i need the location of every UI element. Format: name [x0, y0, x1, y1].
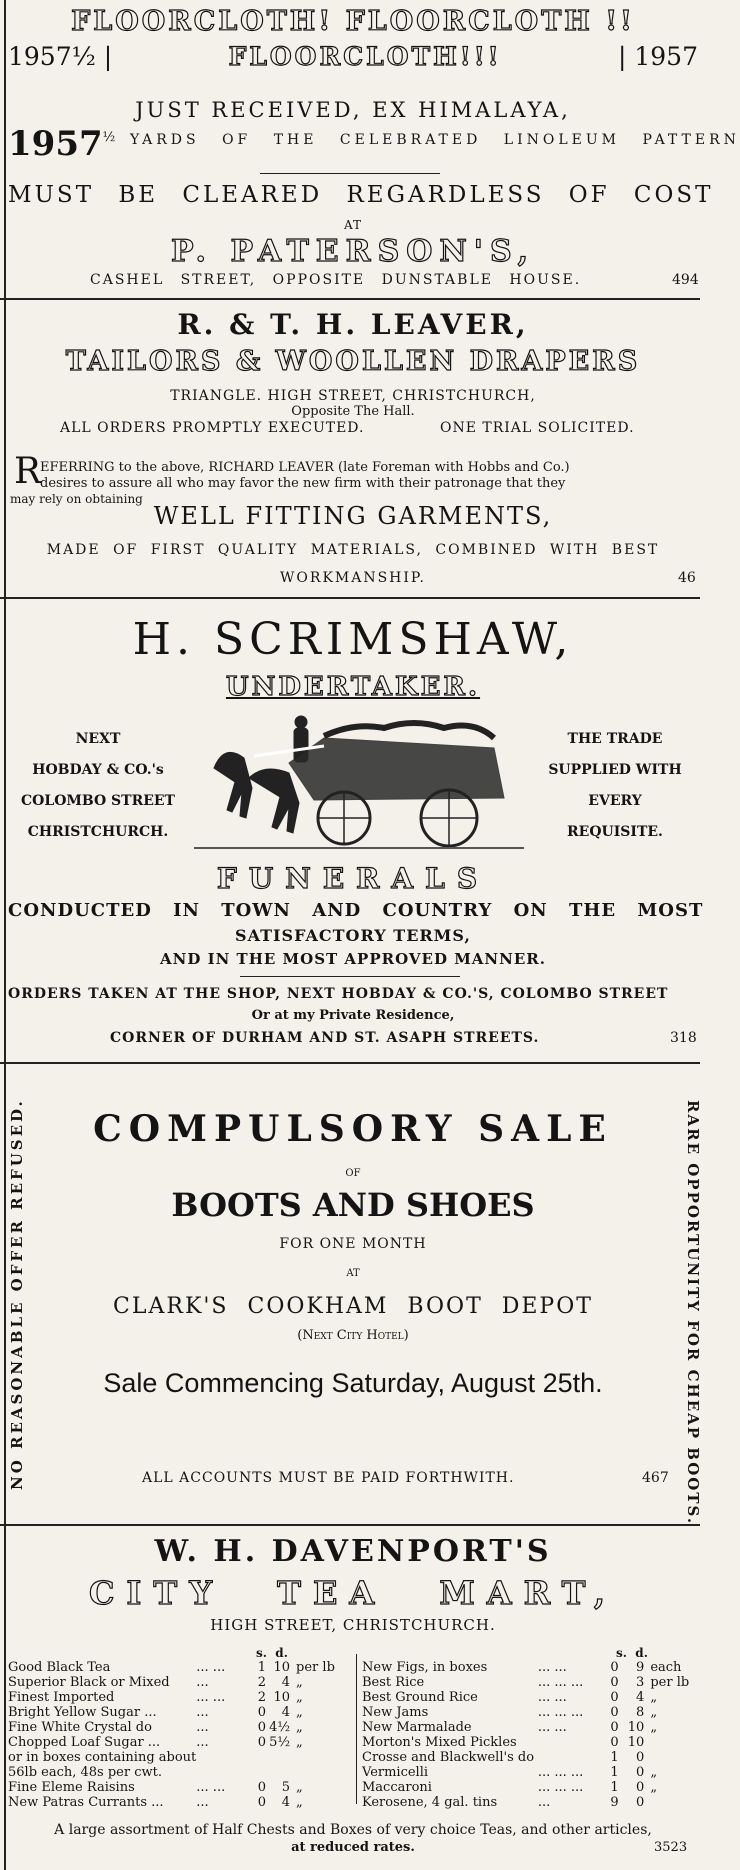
scrimshaw-residence: Or at my Private Residence,	[251, 1008, 455, 1023]
price-row	[8, 1705, 348, 1720]
price-pence: 0	[636, 1765, 645, 1780]
scrimshaw-left-block	[8, 724, 188, 848]
price-shillings: 0	[257, 1780, 267, 1795]
price-unit	[644, 1795, 698, 1810]
paterson-second-headline-row	[8, 42, 698, 71]
price-unit: „	[650, 1765, 658, 1780]
price-row	[8, 1690, 348, 1705]
price-row	[8, 1765, 348, 1780]
price-pence: 10	[273, 1690, 291, 1705]
leaver-paragraph-line-3: may rely on obtaining	[10, 492, 143, 506]
leaver-drop-cap: R	[14, 451, 42, 492]
price-item-leader: ... ... ...	[537, 1705, 584, 1720]
price-item-name: Best Ground Rice	[362, 1690, 478, 1705]
price-pence: 5	[281, 1780, 291, 1795]
price-item-name: Superior Black or Mixed	[8, 1675, 170, 1690]
price-item-leader: ...	[196, 1795, 209, 1810]
davenport-reference-number: 3523	[654, 1840, 688, 1855]
price-item-name: Maccaroni	[362, 1780, 432, 1795]
price-item-name: Crosse and Blackwell's do	[362, 1750, 535, 1765]
price-unit: „	[296, 1795, 303, 1810]
price-item-name: Good Black Tea	[8, 1660, 111, 1675]
price-item-name: Best Rice	[362, 1675, 425, 1690]
scrimshaw-divider	[240, 976, 460, 977]
price-item-leader: ... ...	[537, 1720, 567, 1735]
price-unit: „	[296, 1675, 303, 1690]
paterson-year-left: 1957½ |	[8, 42, 113, 71]
price-row	[362, 1705, 698, 1720]
clark-boots: BOOTS AND SHOES	[171, 1186, 535, 1224]
scrimshaw-right-line: SUPPLIED WITH	[548, 762, 682, 778]
price-row	[8, 1780, 348, 1795]
price-item-leader: ... ...	[196, 1690, 226, 1705]
rule-after-paterson	[0, 298, 700, 300]
price-row	[362, 1675, 698, 1690]
davenport-right-currency-header	[616, 1646, 648, 1660]
price-item-leader: ... ...	[196, 1660, 226, 1675]
price-shillings: 0	[257, 1720, 267, 1735]
price-unit	[644, 1750, 698, 1765]
price-unit: „	[650, 1705, 658, 1720]
price-item-leader: ...	[537, 1795, 551, 1810]
paterson-address: CASHEL STREET, OPPOSITE DUNSTABLE HOUSE.	[90, 272, 582, 288]
davenport-address: HIGH STREET, CHRISTCHURCH.	[210, 1616, 496, 1634]
price-item-leader	[538, 1750, 597, 1765]
price-pence	[266, 1750, 290, 1765]
clark-of: OF	[345, 1168, 361, 1179]
clark-title: COMPULSORY SALE	[93, 1108, 613, 1150]
price-unit: „	[296, 1735, 303, 1750]
price-item-leader: ...	[196, 1735, 209, 1750]
price-row	[362, 1660, 698, 1675]
price-pence: 4	[281, 1675, 291, 1690]
price-shillings: 0	[610, 1705, 619, 1720]
hearse-plumes	[324, 723, 494, 738]
leaver-trade: TAILORS & WOOLLEN DRAPERS	[65, 346, 641, 377]
davenport-mart: CITY TEA MART,	[88, 1574, 618, 1612]
price-item-leader: ... ...	[196, 1780, 226, 1795]
paterson-divider	[260, 173, 440, 174]
leaver-paragraph-line-1: EFERRING to the above, RICHARD LEAVER (late Foreman with Hobbs and Co.)	[40, 460, 570, 475]
price-shillings: 1	[610, 1765, 619, 1780]
davenport-footer-line-2: at reduced rates.	[291, 1840, 415, 1855]
davenport-footer-line-1: A large assortment of Half Chests and Boxes of very choice Teas, and other articles,	[54, 1822, 652, 1838]
price-unit: „	[650, 1690, 658, 1705]
price-shillings: 1	[257, 1660, 267, 1675]
price-item-name: Fine White Crystal do	[8, 1720, 152, 1735]
price-item-leader	[538, 1735, 597, 1750]
price-pence: 9	[636, 1660, 645, 1675]
price-shillings: 9	[610, 1795, 619, 1810]
clark-side-left: NO REASONABLE OFFER REFUSED.	[8, 1098, 26, 1490]
paterson-yards-row	[8, 124, 740, 164]
clark-accounts: ALL ACCOUNTS MUST BE PAID FORTHWITH.	[142, 1470, 515, 1486]
price-item-leader: ... ... ...	[537, 1675, 584, 1690]
clark-reference-number: 467	[642, 1470, 669, 1486]
price-shillings: 0	[610, 1660, 619, 1675]
pence-header: d.	[275, 1646, 288, 1660]
paterson-must-clear: MUST BE CLEARED REGARDLESS OF COST	[8, 182, 714, 208]
clark-month: FOR ONE MONTH	[279, 1236, 427, 1252]
clark-side-right: RARE OPPORTUNITY FOR CHEAP BOOTS.	[684, 1100, 702, 1526]
price-shillings: 0	[257, 1795, 267, 1810]
horse-shape	[249, 769, 299, 833]
price-item-name: or in boxes containing about	[8, 1750, 197, 1765]
price-pence: 0	[636, 1795, 645, 1810]
davenport-left-currency-header	[256, 1646, 288, 1660]
leaver-made-of: MADE OF FIRST QUALITY MATERIALS, COMBINED WITH BEST	[46, 542, 660, 558]
leaver-opposite: Opposite The Hall.	[291, 404, 415, 419]
scrimshaw-right-line: THE TRADE	[567, 731, 663, 747]
price-shillings: 1	[610, 1780, 619, 1795]
price-item-leader: ...	[196, 1675, 209, 1690]
price-shillings: 0	[610, 1735, 619, 1750]
paterson-big-number: 1957	[8, 124, 103, 164]
price-unit: „	[296, 1780, 303, 1795]
price-item-name: Chopped Loaf Sugar ...	[8, 1735, 161, 1750]
price-shillings: 1	[610, 1750, 619, 1765]
shillings-header: s.	[256, 1646, 267, 1660]
scrimshaw-corner: CORNER OF DURHAM AND ST. ASAPH STREETS.	[110, 1030, 540, 1046]
price-item-name: New Jams	[362, 1705, 429, 1720]
price-row	[362, 1765, 698, 1780]
price-shillings: 0	[610, 1675, 619, 1690]
scrimshaw-trade: UNDERTAKER.	[225, 672, 481, 702]
scrimshaw-funerals: FUNERALS	[216, 862, 490, 895]
price-unit: per lb	[650, 1675, 690, 1690]
price-unit: per lb	[296, 1660, 335, 1675]
scrimshaw-right-block	[530, 724, 700, 848]
price-unit: „	[650, 1780, 658, 1795]
price-row	[362, 1690, 698, 1705]
price-shillings: 0	[257, 1735, 267, 1750]
scrimshaw-conducted: CONDUCTED IN TOWN AND COUNTRY ON THE MOST	[8, 900, 704, 921]
price-pence: 10	[627, 1735, 645, 1750]
coachman-head	[295, 716, 307, 728]
scrimshaw-right-line: REQUISITE.	[567, 824, 663, 840]
price-row	[8, 1675, 348, 1690]
price-item-leader	[196, 1765, 250, 1780]
price-pence: 4½	[269, 1720, 291, 1735]
leaver-trial: ONE TRIAL SOLICITED.	[440, 420, 635, 436]
clark-sale: Sale Commencing Saturday, August 25th.	[103, 1368, 603, 1398]
price-row	[8, 1750, 348, 1765]
leaver-orders: ALL ORDERS PROMPTLY EXECUTED.	[60, 420, 365, 436]
price-item-name: Bright Yellow Sugar ...	[8, 1705, 157, 1720]
price-shillings	[250, 1765, 266, 1780]
price-unit	[290, 1750, 348, 1765]
scrimshaw-terms: SATISFACTORY TERMS,	[235, 926, 471, 945]
price-pence: 4	[636, 1690, 645, 1705]
price-pence: 8	[636, 1705, 645, 1720]
paterson-year-right: | 1957	[617, 42, 698, 71]
scrimshaw-right-line: EVERY	[588, 793, 642, 809]
davenport-column-divider	[356, 1654, 357, 1804]
price-row	[362, 1720, 698, 1735]
price-shillings: 2	[257, 1690, 267, 1705]
leaver-name: R. & T. H. LEAVER,	[177, 308, 529, 341]
rule-after-scrimshaw	[0, 1062, 700, 1064]
paterson-reference-number: 494	[672, 272, 699, 288]
davenport-name: W. H. DAVENPORT'S	[154, 1534, 552, 1569]
pence-header: d.	[635, 1646, 648, 1660]
scrimshaw-left-line: CHRISTCHURCH.	[27, 824, 169, 840]
price-pence: 4	[281, 1705, 291, 1720]
paterson-big-number-fraction: ½	[102, 130, 116, 145]
price-unit	[290, 1765, 348, 1780]
davenport-left-table	[8, 1660, 348, 1810]
price-item-leader: ... ...	[537, 1690, 567, 1705]
price-item-name: New Patras Currants ...	[8, 1795, 164, 1810]
rule-after-clark	[0, 1524, 700, 1526]
price-unit: „	[296, 1690, 303, 1705]
price-pence: 10	[273, 1660, 291, 1675]
price-shillings	[250, 1750, 266, 1765]
price-row	[362, 1750, 698, 1765]
davenport-right-table	[362, 1660, 698, 1810]
price-item-name: 56lb each, 48s per cwt.	[8, 1765, 162, 1780]
price-row	[362, 1735, 698, 1750]
price-pence: 3	[636, 1675, 645, 1690]
scrimshaw-left-line: NEXT	[75, 731, 121, 747]
price-row	[362, 1795, 698, 1810]
leaver-garments: WELL FITTING GARMENTS,	[153, 502, 553, 530]
price-item-name: Morton's Mixed Pickles	[362, 1735, 517, 1750]
price-item-leader: ...	[196, 1720, 209, 1735]
price-unit: „	[296, 1720, 303, 1735]
price-item-leader	[196, 1750, 250, 1765]
price-row	[8, 1795, 348, 1810]
price-row	[8, 1735, 348, 1750]
paterson-yards-text: YARDS OF THE CELEBRATED LINOLEUM PATTERN	[130, 132, 740, 148]
price-item-name: New Marmalade	[362, 1720, 472, 1735]
price-unit: „	[650, 1720, 658, 1735]
shillings-header: s.	[616, 1646, 627, 1660]
price-pence: 10	[627, 1720, 645, 1735]
price-unit: each	[650, 1660, 682, 1675]
clark-next: (Next City Hotel)	[297, 1328, 409, 1343]
price-pence: 0	[636, 1750, 645, 1765]
price-pence: 0	[636, 1780, 645, 1795]
price-item-leader: ...	[196, 1705, 209, 1720]
price-item-name: Fine Eleme Raisins	[8, 1780, 135, 1795]
clark-depot: CLARK'S COOKHAM BOOT DEPOT	[113, 1294, 593, 1319]
price-row	[8, 1660, 348, 1675]
paterson-floorcloth-repeat: FLOORCLOTH!!!	[228, 42, 502, 71]
price-pence: 4	[281, 1795, 291, 1810]
price-shillings: 0	[257, 1705, 267, 1720]
price-unit	[644, 1735, 698, 1750]
price-pence	[266, 1765, 290, 1780]
price-shillings: 2	[257, 1675, 267, 1690]
paterson-name: P. PATERSON'S,	[170, 234, 536, 269]
paterson-just-received: JUST RECEIVED, EX HIMALAYA,	[135, 98, 571, 122]
price-item-leader: ... ... ...	[537, 1765, 584, 1780]
paterson-at: AT	[343, 218, 362, 232]
horse-shape	[214, 752, 252, 818]
leaver-paragraph-line-2: desires to assure all who may favor the new firm with their patronage that they	[40, 476, 566, 491]
price-unit: „	[296, 1705, 303, 1720]
price-row	[8, 1720, 348, 1735]
price-item-name: Vermicelli	[362, 1765, 429, 1780]
clark-at: AT	[346, 1268, 360, 1279]
leaver-address: TRIANGLE. HIGH STREET, CHRISTCHURCH,	[170, 388, 536, 404]
price-item-leader: ... ... ...	[537, 1780, 584, 1795]
price-shillings: 0	[610, 1690, 619, 1705]
scrimshaw-left-line: HOBDAY & CO.'s	[32, 762, 164, 778]
scrimshaw-orders: ORDERS TAKEN AT THE SHOP, NEXT HOBDAY & CO.'S, COLOMBO STREET	[8, 986, 669, 1002]
leaver-reference-number: 46	[678, 570, 696, 586]
paterson-headline: FLOORCLOTH! FLOORCLOTH !!	[71, 6, 635, 37]
price-row	[362, 1780, 698, 1795]
rule-after-leaver	[0, 597, 700, 599]
scrimshaw-left-line: COLOMBO STREET	[21, 793, 175, 809]
price-item-leader: ... ...	[537, 1660, 567, 1675]
price-shillings: 0	[610, 1720, 619, 1735]
price-item-name: Finest Imported	[8, 1690, 115, 1705]
scrimshaw-approved: AND IN THE MOST APPROVED MANNER.	[160, 950, 546, 968]
leaver-workmanship: WORKMANSHIP.	[280, 570, 426, 586]
scrimshaw-name: H. SCRIMSHAW,	[132, 614, 574, 665]
price-item-name: New Figs, in boxes	[362, 1660, 488, 1675]
hearse-illustration	[194, 708, 524, 860]
price-pence: 5½	[269, 1735, 291, 1750]
scrimshaw-reference-number: 318	[670, 1030, 697, 1046]
price-item-name: Kerosene, 4 gal. tins	[362, 1795, 498, 1810]
